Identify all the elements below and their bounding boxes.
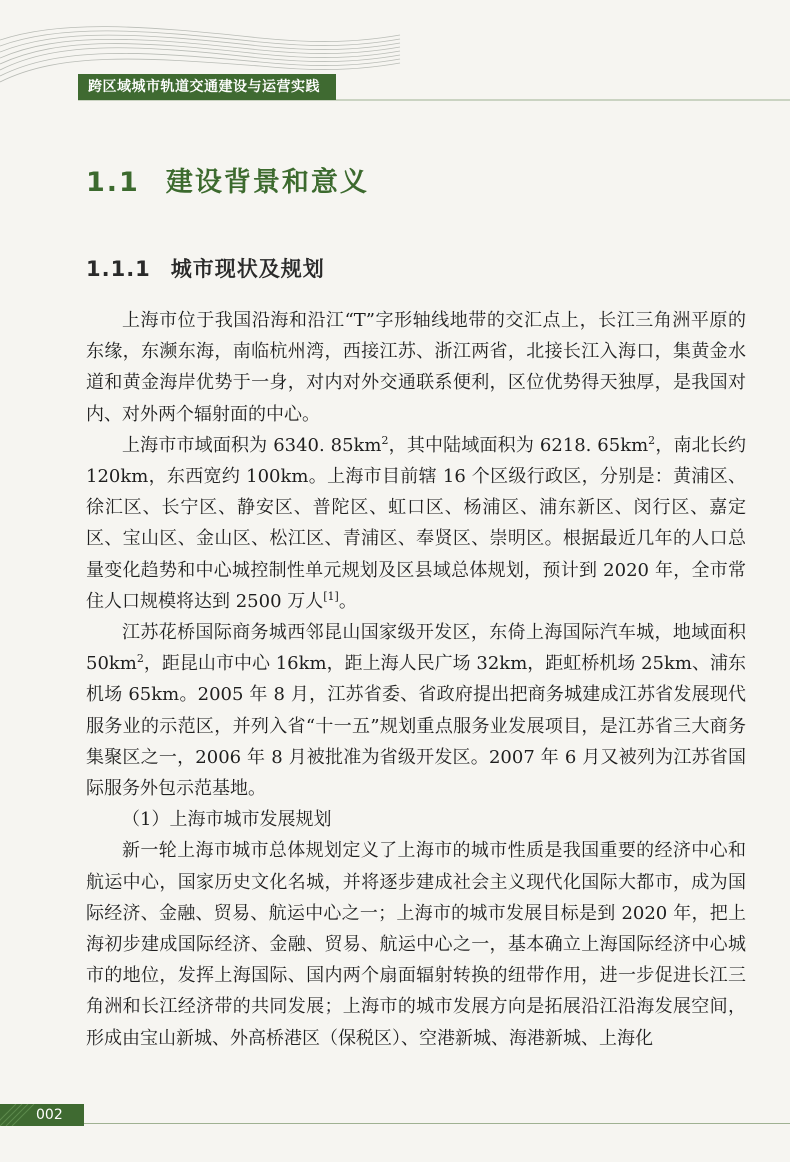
section-heading — [86, 160, 369, 199]
paragraph-4: 新一轮上海市城市总体规划定义了上海市的城市性质是我国重要的经济中心和航运中心，国家历史文化名城，并将逐步建成社会主义现代化国际大都市，成为国际经济、金融、贸易、航运中心之一；上海市的城市发展目标是到 2020 年，把上海初步建成国际经济、金融、贸易、航运中心之一，基本确立上海国际经济中心城市的地位，发挥上海国际、国内两个扇面辐射转换的纽带作用，进一步促进长江三角洲和长江经济带的共同发展；上海市的城市发展方向是拓展沿江沿海发展空间，形成由宝山新城、外高桥港区（保税区）、空港新城、海港新城、上海化 — [86, 840, 746, 1049]
paragraph-3-part-a: 江苏花桥国际商务城西邻昆山国家级开发区，东倚上海国际汽车城，地域面积 50km — [86, 622, 746, 675]
page-number: 002 — [36, 1107, 63, 1123]
superscript: 2 — [381, 433, 389, 447]
section-title: 建设背景和意义 — [165, 167, 369, 198]
superscript: 2 — [648, 433, 656, 447]
paragraph-2-part-c: ，南北长约 120km，东西宽约 100km。上海市目前辖 16 个区级行政区，分别是：黄浦区、徐汇区、长宁区、静安区、普陀区、虹口区、杨浦区、浦东新区、闵行区、嘉定区、宝山区、金山区、松江区、青浦区、奉贤区、崇明区。根据最近几年的人口总量变化趋势和中心城控制性单元规划及区县域总体规划，预计到 2020 年，全市常住人口规模将达到 2500 万人 — [86, 434, 746, 612]
footer-rule — [84, 1123, 790, 1124]
subsection-number: 1.1.1 — [86, 257, 151, 281]
paragraph-2-part-a: 上海市市域面积为 6340. 85km — [122, 434, 382, 456]
reference-marker[interactable]: [1] — [323, 589, 339, 603]
paragraph-2-part-b: ，其中陆域面积为 6218. 65km — [388, 434, 649, 456]
paragraph-3 — [86, 617, 746, 804]
paragraph-2-end: 。 — [338, 590, 357, 612]
running-header: 跨区域城市轨道交通建设与运营实践 — [78, 74, 336, 100]
paragraph-1: 上海市位于我国沿海和沿江“T”字形轴线地带的交汇点上，长江三角洲平原的东缘，东濒东海，南临杭州湾，西接江苏、浙江两省，北接长江入海口，集黄金水道和黄金海岸优势于一身，对内对外交通联系便利，区位优势得天独厚，是我国对内、对外两个辐射面的中心。 — [86, 310, 746, 425]
body-text — [86, 305, 746, 1054]
sub-heading: （1）上海市城市发展规划 — [122, 809, 332, 831]
subsection-heading — [86, 253, 325, 283]
paragraph-2 — [86, 430, 746, 617]
superscript: 2 — [136, 652, 144, 666]
page-footer — [0, 1104, 790, 1126]
paragraph-3-part-b: ，距昆山市中心 16km，距上海人民广场 32km，距虹桥机场 25km、浦东机场 65km。2005 年 8 月，江苏省委、省政府提出把商务城建成江苏省发展现代服务业的示范区，并列入省“十一五”规划重点服务业发展项目，是江苏省三大商务集聚区之一，2006 年 8 月被批准为省级开发区。2007 年 6 月又被列为江苏省国际服务外包示范基地。 — [86, 653, 746, 800]
subsection-title: 城市现状及规划 — [170, 257, 325, 281]
section-number: 1.1 — [86, 167, 140, 198]
